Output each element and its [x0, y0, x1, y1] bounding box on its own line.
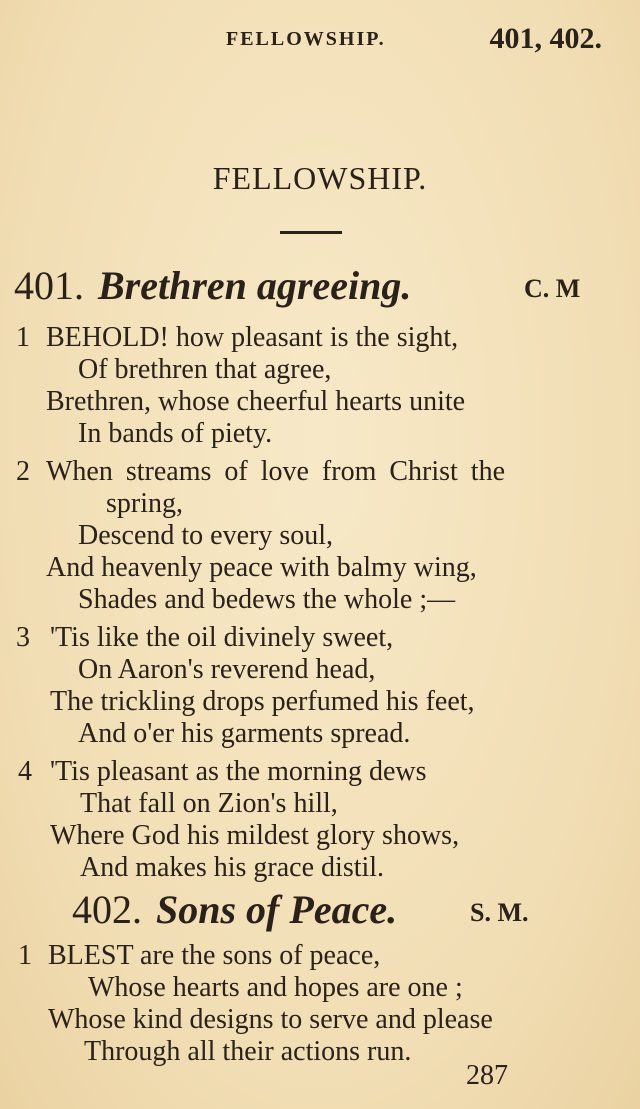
- verse-line: Descend to every soul,: [78, 520, 334, 551]
- hymn-title: Brethren agreeing.: [98, 263, 412, 308]
- verse-line: In bands of piety.: [78, 418, 273, 449]
- verse-line: And o'er his garments spread.: [78, 718, 411, 749]
- running-head: [0, 22, 640, 56]
- section-title: FELLOWSHIP.: [212, 160, 428, 196]
- verse-line: BEHOLD! how pleasant is the sight,: [46, 322, 459, 353]
- verse-line: 'Tis like the oil divinely sweet,: [50, 622, 394, 653]
- verse-line: Brethren, whose cheerful hearts unite: [46, 386, 466, 417]
- verse-line: The trickling drops perfumed his feet,: [50, 686, 475, 717]
- hymn-heading-401: [14, 262, 614, 312]
- hymn-number: 402.: [72, 887, 142, 932]
- verse-line: Shades and bedews the whole ;—: [78, 584, 456, 615]
- section-rule: [280, 231, 342, 234]
- stanza-number: 1: [16, 322, 30, 353]
- verse-line: On Aaron's reverend head,: [78, 654, 376, 685]
- hymn-number: 401.: [14, 263, 84, 308]
- running-title: FELLOWSHIP.: [226, 28, 386, 50]
- verse-line: When streams of love from Christ the: [46, 456, 506, 487]
- verse-line: Whose hearts and hopes are one ;: [88, 972, 463, 1003]
- verse-line: And makes his grace distil.: [80, 852, 385, 883]
- hymn-range: 401, 402.: [489, 22, 602, 55]
- hymn-title: Sons of Peace.: [156, 887, 398, 932]
- verse-line: Whose kind designs to serve and please: [48, 1004, 493, 1035]
- folio-number: 287: [466, 1060, 508, 1091]
- verse-line: Through all their actions run.: [84, 1036, 412, 1067]
- hymn-heading-402: [72, 886, 612, 936]
- stanza-number: 2: [16, 456, 30, 487]
- stanza-number: 1: [18, 940, 32, 971]
- verse-line: 'Tis pleasant as the morning dews: [50, 756, 427, 787]
- verse-line: That fall on Zion's hill,: [80, 788, 338, 819]
- hymn-meter: C. M: [524, 274, 581, 303]
- verse-line: And heavenly peace with balmy wing,: [46, 552, 477, 583]
- verse-line: Of brethren that agree,: [78, 354, 332, 385]
- verse-line: Where God his mildest glory shows,: [50, 820, 460, 851]
- verse-line: spring,: [106, 488, 183, 519]
- stanza-number: 3: [16, 622, 30, 653]
- hymn-meter: S. M.: [470, 898, 529, 927]
- verse-line: BLEST are the sons of peace,: [48, 940, 381, 971]
- stanza-number: 4: [18, 756, 32, 787]
